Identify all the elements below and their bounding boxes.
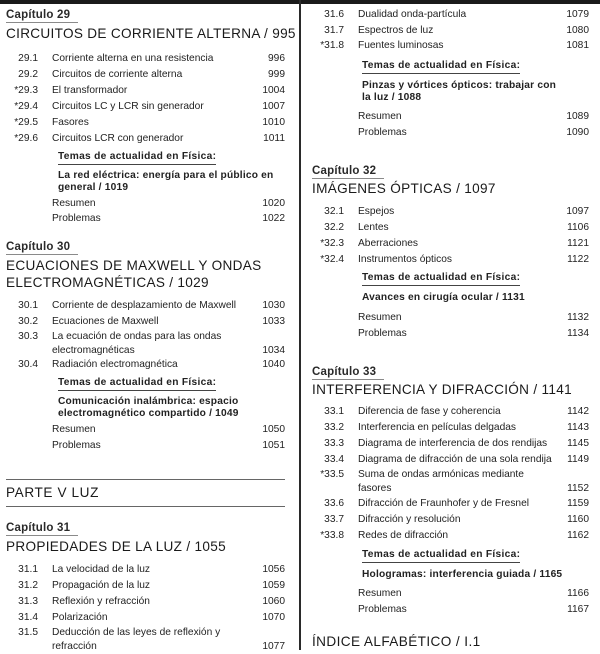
section-number: 33.2 (324, 422, 344, 433)
toc-entry-problems[interactable] (306, 601, 589, 619)
page-number: 1030 (262, 300, 285, 311)
section-number: *29.3 (14, 85, 38, 96)
section-title: Propagación de la luz (52, 580, 150, 591)
section-title: Circuitos de corriente alterna (52, 69, 183, 80)
toc-entry[interactable] (306, 37, 589, 55)
page-number: 1166 (567, 588, 589, 599)
page-number: 1080 (566, 25, 589, 36)
page-number: 1077 (262, 641, 285, 652)
chapter-label-text: Capítulo 32 (312, 165, 377, 177)
page-number: 1004 (262, 85, 285, 96)
section-title: Deducción de las leyes de reflexión y refracción (52, 627, 221, 652)
section-title: Diagrama de difracción de una sola rendija (358, 454, 552, 465)
section-number: 31.4 (18, 612, 38, 623)
topics-feature[interactable]: Hologramas: interferencia guiada / 1165 (362, 569, 563, 580)
part-rule-top (6, 479, 285, 480)
page-number: 1167 (567, 604, 589, 615)
section-number: *31.8 (320, 40, 344, 51)
chapter-label-underline (6, 535, 78, 536)
section-number: 31.3 (18, 596, 38, 607)
section-number: 33.3 (324, 438, 344, 449)
toc-entry[interactable] (306, 251, 589, 269)
page-number: 1122 (567, 254, 589, 265)
summary-label: Resumen (52, 198, 96, 209)
chapter-label-underline (312, 379, 384, 380)
page-number: 1090 (566, 127, 589, 138)
chapter-33-title: INTERFERENCIA Y DIFRACCIÓN / 1141 (312, 382, 572, 397)
topics-underline (362, 285, 520, 286)
topics-heading (58, 377, 216, 391)
topics-heading (58, 151, 216, 165)
section-number: 31.7 (324, 25, 344, 36)
section-number: 32.1 (324, 206, 344, 217)
section-title: La velocidad de la luz (52, 564, 150, 575)
section-number: 31.6 (324, 9, 344, 20)
section-title: Corriente alterna en una resistencia (52, 53, 214, 64)
part-title: PARTE V LUZ (6, 485, 99, 500)
section-title: Espejos (358, 206, 395, 217)
section-title: Circuitos LCR con generador (52, 133, 184, 144)
chapter-title-line: ELECTROMAGNÉTICAS / 1029 (6, 275, 209, 290)
section-number: *33.5 (320, 469, 344, 480)
section-title: Difracción y resolución (358, 514, 461, 525)
section-title: Instrumentos ópticos (358, 254, 452, 265)
problems-label: Problemas (358, 127, 407, 138)
toc-entry-problems[interactable] (0, 437, 285, 455)
topics-underline (362, 73, 520, 74)
section-number: 30.4 (18, 359, 38, 370)
page-number: 1060 (262, 596, 285, 607)
toc-entry[interactable] (0, 130, 285, 148)
page-number: 1034 (262, 345, 285, 356)
problems-label: Problemas (358, 604, 407, 615)
page-number: 1089 (566, 111, 589, 122)
topics-heading-text: Temas de actualidad en Física: (362, 60, 521, 71)
page-number: 1149 (567, 454, 589, 465)
chapter-label-text: Capítulo 30 (6, 241, 71, 253)
page-number: 1152 (567, 483, 589, 494)
topics-heading-text: Temas de actualidad en Física: (362, 272, 521, 283)
chapter-31-title: PROPIEDADES DE LA LUZ / 1055 (6, 539, 226, 554)
section-title: La ecuación de ondas para las ondas electromagnéticas (52, 331, 222, 356)
page-number: 1145 (567, 438, 589, 449)
part-rule-bottom (6, 506, 285, 507)
section-title: Corriente de desplazamiento de Maxwell (52, 300, 237, 311)
page-number: 1162 (567, 530, 589, 541)
topics-feature[interactable]: Avances en cirugía ocular / 1131 (362, 292, 525, 303)
chapter-29-title: CIRCUITOS DE CORRIENTE ALTERNA / 995 (6, 26, 296, 41)
section-number: 29.2 (18, 69, 38, 80)
chapter-30-label (6, 241, 78, 255)
chapter-33-label (312, 366, 384, 380)
section-number: *33.8 (320, 530, 344, 541)
summary-label: Resumen (358, 312, 402, 323)
page-number: 1022 (262, 213, 285, 224)
topics-underline (58, 390, 216, 391)
page-number: 1007 (262, 101, 285, 112)
section-number: *32.4 (320, 254, 344, 265)
section-number: 33.6 (324, 498, 344, 509)
column-divider (299, 0, 301, 650)
section-title: Diferencia de fase y coherencia (358, 406, 501, 417)
section-title: Reflexión y refracción (52, 596, 150, 607)
summary-label: Resumen (358, 588, 402, 599)
summary-label: Resumen (52, 424, 96, 435)
section-title: Redes de difracción (358, 530, 449, 541)
chapter-31-label (6, 522, 78, 536)
section-number: 31.5 (18, 627, 38, 638)
section-number: 31.1 (18, 564, 38, 575)
section-title: Espectros de luz (358, 25, 434, 36)
chapter-label-underline (312, 178, 384, 179)
chapter-30-title (6, 257, 261, 291)
page-number: 1106 (567, 222, 589, 233)
topics-feature[interactable]: Pinzas y vórtices ópticos: trabajar con la luz / 1088 (362, 80, 557, 103)
section-number: 33.7 (324, 514, 344, 525)
topics-heading (362, 60, 520, 74)
problems-label: Problemas (358, 328, 407, 339)
section-title: Suma de ondas armónicas mediante fasores (358, 469, 524, 494)
section-number: 30.1 (18, 300, 38, 311)
topics-underline (362, 562, 520, 563)
section-title: Interferencia en películas delgadas (358, 422, 517, 433)
toc-entry[interactable] (306, 527, 589, 545)
page-number: 1079 (566, 9, 589, 20)
chapter-32-label (312, 165, 384, 179)
page-number: 999 (268, 69, 285, 80)
chapter-label-underline (6, 22, 78, 23)
section-number: 29.1 (18, 53, 38, 64)
page-number: 1059 (262, 580, 285, 591)
topics-underline (58, 164, 216, 165)
toc-entry[interactable] (306, 466, 589, 496)
page-number: 1142 (567, 406, 589, 417)
page-number: 1010 (262, 117, 285, 128)
section-title: Diagrama de interferencia de dos rendijas (358, 438, 548, 449)
topics-heading-text: Temas de actualidad en Física: (58, 377, 217, 388)
page-number: 1070 (262, 612, 285, 623)
section-title: Radiación electromagnética (52, 359, 178, 370)
topics-heading (362, 272, 520, 286)
section-number: 32.2 (324, 222, 344, 233)
index-title[interactable]: ÍNDICE ALFABÉTICO / I.1 (312, 634, 481, 649)
page-number: 1160 (567, 514, 589, 525)
page-number: 1132 (567, 312, 589, 323)
page-number: 1056 (262, 564, 285, 575)
chapter-label-text: Capítulo 29 (6, 9, 71, 21)
toc-entry-problems[interactable] (306, 124, 589, 142)
chapter-32-title: IMÁGENES ÓPTICAS / 1097 (312, 181, 496, 196)
page-number: 1033 (262, 316, 285, 327)
page-number: 1081 (566, 40, 589, 51)
page-number: 1020 (262, 198, 285, 209)
chapter-label-underline (6, 254, 78, 255)
section-number: 30.3 (18, 331, 38, 342)
toc-entry-problems[interactable] (0, 210, 285, 228)
chapter-label-text: Capítulo 31 (6, 522, 71, 534)
section-number: *29.6 (14, 133, 38, 144)
page-number: 1134 (567, 328, 589, 339)
section-title: El transformador (52, 85, 128, 96)
topics-heading (362, 549, 520, 563)
page-number: 1051 (262, 440, 285, 451)
topics-heading-text: Temas de actualidad en Física: (362, 549, 521, 560)
chapter-29-label (6, 9, 78, 23)
section-number: 33.1 (324, 406, 344, 417)
chapter-title-line: ECUACIONES DE MAXWELL Y ONDAS (6, 258, 262, 273)
page-number: 1143 (567, 422, 589, 433)
toc-entry[interactable] (0, 328, 285, 358)
section-title: Polarización (52, 612, 108, 623)
topics-feature[interactable]: La red eléctrica: energía para el público en general / 1019 (58, 170, 274, 193)
chapter-label-text: Capítulo 33 (312, 366, 377, 378)
section-number: 31.2 (18, 580, 38, 591)
section-title: Ecuaciones de Maxwell (52, 316, 159, 327)
problems-label: Problemas (52, 440, 101, 451)
page-number: 1097 (566, 206, 589, 217)
section-title: Aberraciones (358, 238, 419, 249)
section-title: Lentes (358, 222, 389, 233)
toc-entry[interactable] (0, 356, 285, 374)
page-number: 1050 (262, 424, 285, 435)
section-title: Dualidad onda-partícula (358, 9, 467, 20)
section-title: Circuitos LC y LCR sin generador (52, 101, 204, 112)
section-number: 33.4 (324, 454, 344, 465)
summary-label: Resumen (358, 111, 402, 122)
section-title: Fuentes luminosas (358, 40, 444, 51)
page-number: 1040 (262, 359, 285, 370)
topics-feature[interactable]: Comunicación inalámbrica: espacio electromagnético compartido / 1049 (58, 396, 239, 419)
section-title: Difracción de Fraunhofer y de Fresnel (358, 498, 530, 509)
section-number: *29.4 (14, 101, 38, 112)
section-number: *32.3 (320, 238, 344, 249)
page-number: 996 (268, 53, 285, 64)
page-number: 1011 (263, 133, 285, 144)
section-number: 30.2 (18, 316, 38, 327)
section-number: *29.5 (14, 117, 38, 128)
section-title: Fasores (52, 117, 89, 128)
problems-label: Problemas (52, 213, 101, 224)
topics-heading-text: Temas de actualidad en Física: (58, 151, 217, 162)
toc-entry-problems[interactable] (306, 325, 589, 343)
page-number: 1121 (567, 238, 589, 249)
page-number: 1159 (567, 498, 589, 509)
